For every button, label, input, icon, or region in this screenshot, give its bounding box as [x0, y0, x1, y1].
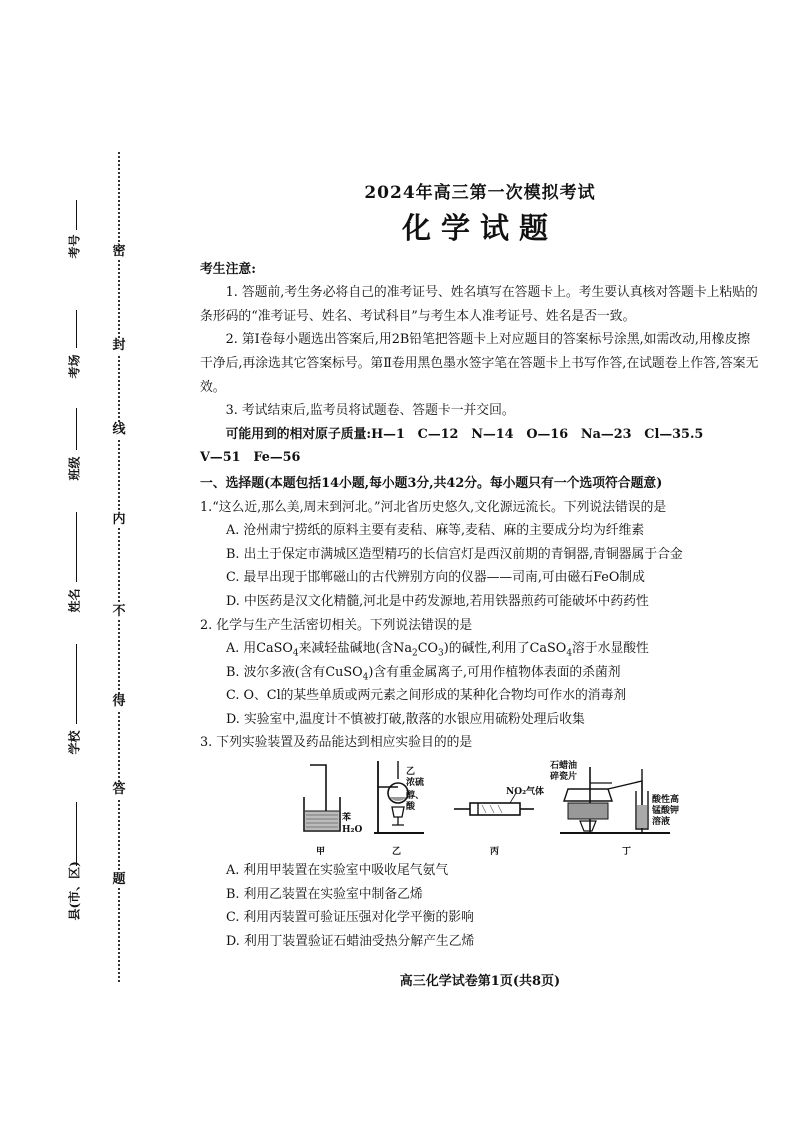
subject-title: 化学试题	[401, 210, 558, 245]
question-stem: 3. 下列实验装置及药品能达到相应实验目的的是	[200, 735, 473, 751]
option-letter: C.	[226, 910, 240, 926]
option	[200, 930, 760, 954]
option-text: 利用丙装置可验证压强对化学平衡的影响	[243, 910, 474, 926]
option	[200, 590, 760, 614]
apparatus-label: 丙	[490, 847, 500, 858]
seal-char: 答	[110, 782, 128, 798]
section-title: 一、选择题(本题包括14小题,每小题3分,共42分。每小题只有一个选项符合题意)	[200, 475, 663, 491]
atomic-masses-line: V—51 Fe—56	[200, 450, 301, 466]
field-label: 班级	[67, 456, 82, 481]
option	[200, 519, 760, 543]
apparatus-jia	[296, 759, 366, 858]
apparatus-yi	[372, 759, 432, 858]
option-letter: D.	[226, 933, 240, 949]
notice-heading: 考生注意:	[200, 261, 256, 277]
field-county	[54, 861, 94, 921]
option-letter: B.	[226, 886, 240, 902]
chem-label: 锰酸钾	[652, 806, 680, 817]
option-letter: D.	[226, 711, 240, 727]
chem-label: 溶液	[652, 817, 671, 828]
field-write-line[interactable]	[76, 310, 77, 348]
chem-label: NO₂气体	[506, 787, 545, 798]
field-write-line[interactable]	[76, 408, 77, 450]
option-text: 利用乙装置在实验室中制备乙烯	[243, 886, 423, 902]
exam-title: 2024年高三第一次模拟考试	[364, 183, 596, 203]
option-letter: A.	[226, 641, 240, 657]
option-text: 最早出现于邯郸磁山的古代辨别方向的仪器——司南,可由磁石FeO制成	[243, 570, 645, 586]
option-text: 波尔多液(含有CuSO$_4$)含有重金属离子,可用作植物体表面的杀菌剂	[243, 664, 621, 683]
seal-char: 封	[110, 338, 128, 354]
option	[200, 637, 760, 661]
field-write-line[interactable]	[76, 802, 77, 866]
field-label: 考号	[67, 234, 82, 259]
option-letter: A.	[226, 863, 240, 879]
field-label: 县(市、区)	[67, 861, 82, 921]
seal-char: 线	[110, 422, 128, 438]
field-label: 学校	[67, 730, 82, 755]
chem-label: 浓硫酸	[406, 778, 425, 812]
field-exam-number	[54, 234, 94, 259]
apparatus-ding	[550, 759, 680, 858]
question-2	[200, 614, 760, 732]
notice-item: 2. 第Ⅰ卷每小题选出答案后,用2B铅笔把答题卡上对应题目的答案标号涂黑,如需改动,用橡皮擦干净后,再涂选其它答案标号。第Ⅱ卷用黑色墨水签字笔在答题卡上书写作答,在试题卷上作答,答案无效。	[200, 332, 759, 395]
apparatus-label: 乙	[392, 847, 402, 858]
seal-dotted-line	[118, 152, 120, 982]
option-text: 中医药是汉文化精髓,河北是中药发源地,若用铁器煎药可能破坏中药药性	[243, 593, 649, 609]
question-stem: 2. 化学与生产生活密切相关。下列说法错误的是	[200, 617, 473, 633]
field-name	[54, 588, 94, 613]
option	[200, 543, 760, 567]
chem-label: H₂O	[342, 825, 363, 836]
option-letter: C.	[226, 688, 240, 704]
option-text: 沧州肃宁捞纸的原料主要有麦秸、麻等,麦秸、麻的主要成分均为纤维素	[243, 523, 645, 539]
option-text: 利用丁装置验证石蜡油受热分解产生乙烯	[243, 933, 475, 949]
apparatus-label: 甲	[316, 847, 326, 858]
field-school	[54, 730, 94, 755]
notice-item: 3. 考试结束后,监考员将试题卷、答题卡一并交回。	[225, 403, 515, 419]
option-text: 利用甲装置在实验室中吸收尾气氨气	[243, 863, 449, 879]
binding-margin	[0, 0, 140, 1132]
notice-item: 1. 答题前,考生务必将自己的准考证号、姓名填写在答题卡上。考生要认真核对答题卡上粘贴的条形码的“准考证号、姓名、考试科目”与考生本人准考证号、姓名是否一致。	[200, 285, 758, 324]
chem-label: 酸性高	[652, 795, 680, 806]
field-label: 姓名	[67, 588, 82, 613]
question-1	[200, 496, 760, 614]
chem-label: 乙醇、	[406, 767, 425, 801]
option-text: 用CaSO$_4$来减轻盐碱地(含$Na_2CO_3$)的碱性,利用了CaSO$_4$溶于水显酸性	[243, 641, 649, 659]
option	[200, 708, 760, 732]
option	[200, 684, 760, 708]
option-text: 出土于保定市满城区造型精巧的长信宫灯是西汉前期的青铜器,青铜器属于合金	[243, 546, 683, 562]
option-text: O、Cl的某些单质或两元素之间形成的某种化合物均可作水的消毒剂	[243, 688, 627, 704]
exam-content	[200, 178, 760, 953]
chem-label: 石蜡油	[550, 761, 578, 772]
field-write-line[interactable]	[76, 512, 77, 582]
option	[200, 859, 760, 883]
field-class	[54, 456, 94, 481]
apparatus-label: 丁	[622, 847, 632, 858]
apparatus-figures	[200, 759, 760, 858]
option-letter: C.	[226, 570, 240, 586]
option	[200, 661, 760, 685]
page-footer: 高三化学试卷第1页(共8页)	[399, 974, 561, 989]
option-letter: B.	[226, 664, 240, 680]
field-write-line[interactable]	[76, 644, 77, 724]
option-letter: A.	[226, 523, 240, 539]
chem-label: 碎瓷片	[550, 772, 578, 783]
option-letter: D.	[226, 593, 240, 609]
seal-char: 得	[110, 694, 128, 710]
question-stem: 1.“这么近,那么美,周末到河北。”河北省历史悠久,文化源远流长。下列说法错误的是	[200, 499, 667, 515]
field-label: 考场	[67, 354, 82, 379]
atomic-masses-line: 可能用到的相对原子质量:H—1 C—12 N—14 O—16 Na—23 Cl—35.5	[225, 426, 704, 442]
option-letter: B.	[226, 546, 240, 562]
seal-char: 密	[110, 244, 128, 260]
field-exam-room	[54, 354, 94, 379]
option	[200, 906, 760, 930]
chem-label: 苯	[342, 813, 352, 824]
option-text: 实验室中,温度计不慎被打破,散落的水银应用硫粉处理后收集	[243, 711, 585, 727]
question-3	[200, 731, 760, 953]
seal-char: 内	[110, 512, 128, 528]
field-write-line[interactable]	[76, 200, 77, 230]
apparatus-bing	[450, 759, 550, 858]
seal-char: 题	[110, 872, 128, 888]
option	[200, 566, 760, 590]
option	[200, 883, 760, 907]
seal-char: 不	[110, 604, 128, 620]
